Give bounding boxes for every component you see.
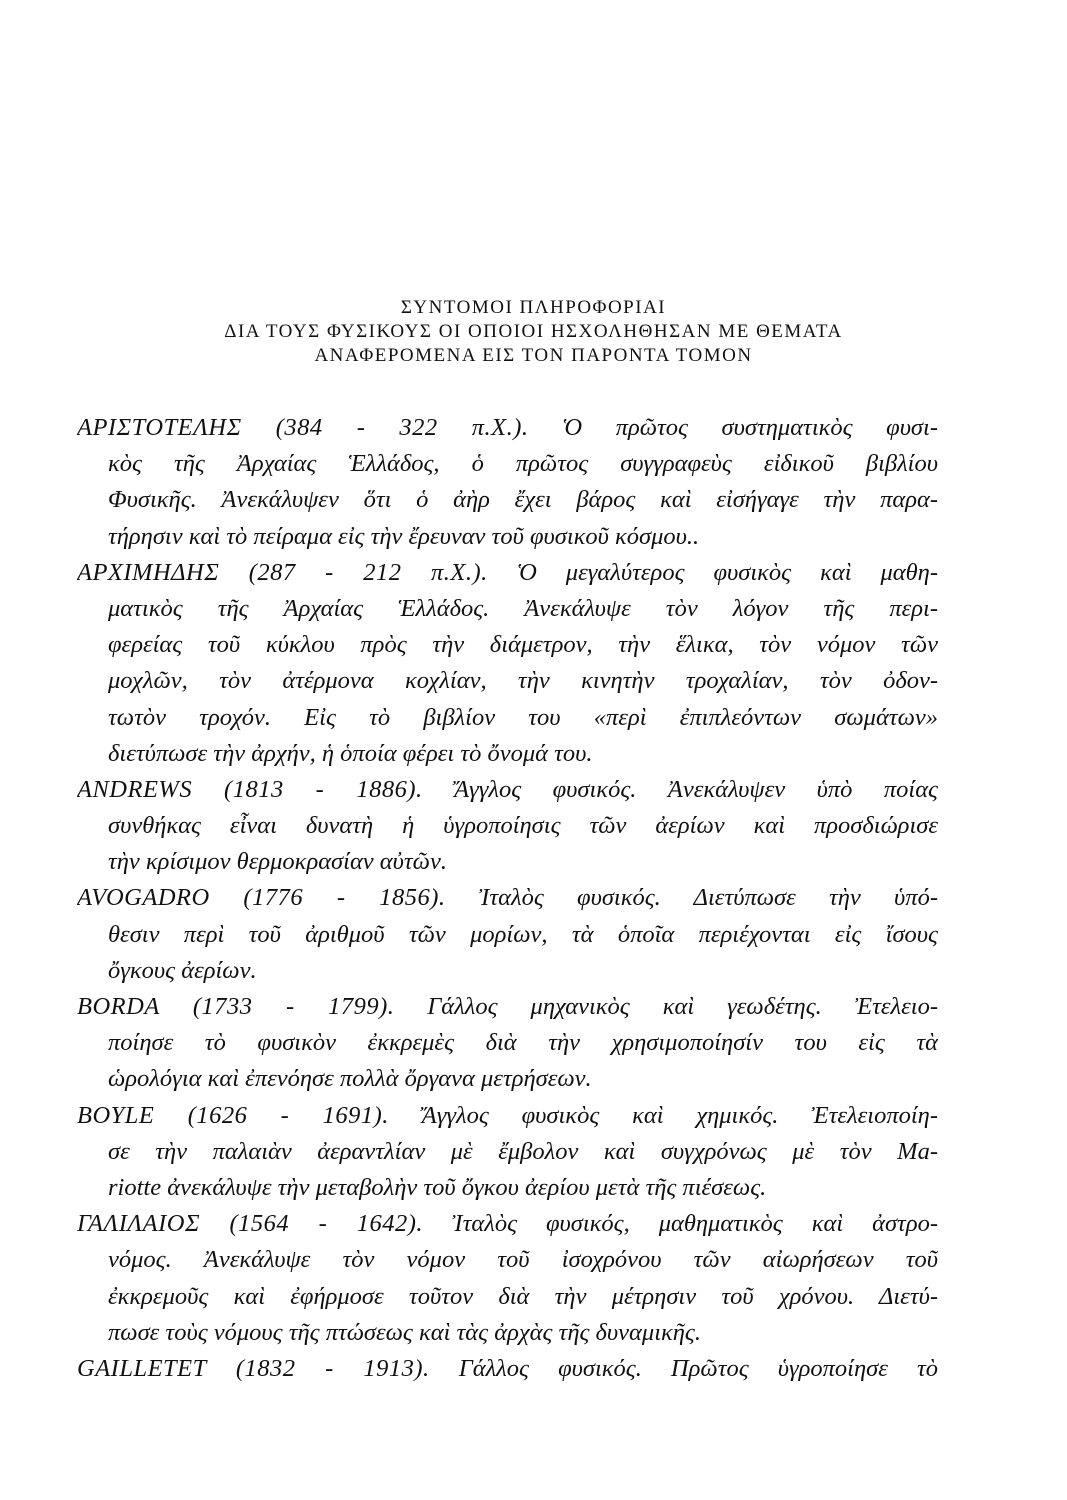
entry-line: ποίησε τὸ φυσικὸν ἐκκρεμὲς διὰ τὴν χρησιμοποίησίν του εἰς τὰ (108, 1029, 938, 1057)
entry-line: θεσιν περὶ τοῦ ἀριθμοῦ τῶν μορίων, τὰ ὁποῖα περιέχονται εἰς ἴσους (108, 920, 938, 948)
entry-avogadro (77, 880, 938, 989)
entry-archimedes (77, 555, 938, 772)
entry-line: riotte ἀνεκάλυψε τὴν μεταβολὴν τοῦ ὄγκου ἀερίου μετὰ τῆς πιέσεως. (108, 1173, 767, 1201)
entry-text: Ἄγγλος φυσικὸς καὶ χημικός. Ἐτελειοποίη- (388, 1101, 938, 1129)
entry-line: διετύπωσε τὴν ἀρχήν, ἡ ὁποία φέρει τὸ ὄνομά του. (108, 739, 593, 767)
heading-line-1: ΣΥΝΤΟΜΟΙ ΠΛΗΡΟΦΟΡΙΑΙ (400, 297, 667, 318)
entry-line (77, 410, 938, 446)
entry-name: AVOGADRO (1776 - 1856). (77, 884, 446, 912)
entry-line: συνθήκας εἶναι δυνατὴ ἡ ὑγροποίησις τῶν ἀερίων καὶ προσδιώρισε (108, 812, 938, 840)
entry-line: Φυσικῆς. Ἀνεκάλυψεν ὅτι ὁ ἀὴρ ἔχει βάρος καὶ εἰσήγαγε τὴν παρα- (108, 486, 938, 514)
entry-line: ματικὸς τῆς Ἀρχαίας Ἑλλάδος. Ἀνεκάλυψε τὸν λόγον τῆς περι- (108, 594, 938, 622)
entry-name: BOYLE (1626 - 1691). (77, 1101, 389, 1129)
entry-aristoteles (77, 410, 938, 555)
entry-name: GAILLETET (1832 - 1913). (77, 1354, 430, 1382)
entry-name: ΓΑΛΙΛΑΙΟΣ (1564 - 1642). (77, 1210, 424, 1238)
entry-line (77, 880, 938, 916)
entry-line: ἐκκρεμοῦς καὶ ἐφήρμοσε τοῦτον διὰ τὴν μέτρησιν τοῦ χρόνου. Διετύ- (108, 1282, 938, 1310)
heading-line-3: ΑΝΑΦΕΡΟΜΕΝΑ ΕΙΣ ΤΟΝ ΠΑΡΟΝΤΑ ΤΟΜΟΝ (314, 345, 753, 366)
entry-text: Ἰταλὸς φυσικός, μαθηματικὸς καὶ ἀστρο- (423, 1210, 938, 1238)
entry-gailletet (77, 1351, 938, 1387)
entry-text: Ἰταλὸς φυσικός. Διετύπωσε τὴν ὑπό- (445, 884, 938, 912)
entry-line: φερείας τοῦ κύκλου πρὸς τὴν διάμετρον, τὴν ἕλικα, τὸν νόμον τῶν (108, 631, 938, 659)
entry-text: Ὁ μεγαλύτερος φυσικὸς καὶ μαθη- (487, 558, 938, 586)
entry-text: Ἄγγλος φυσικός. Ἀνεκάλυψεν ὑπὸ ποίας (422, 775, 938, 803)
entry-line: ὡρολόγια καὶ ἐπενόησε πολλὰ ὄργανα μετρήσεων. (108, 1065, 592, 1093)
entry-galileo (77, 1206, 938, 1351)
entry-line (77, 555, 938, 591)
entry-name: BORDA (1733 - 1799). (77, 993, 395, 1020)
entry-text: Γάλλος φυσικός. Πρῶτος ὑγροποίησε τὸ (429, 1354, 938, 1382)
entry-line (77, 989, 938, 1025)
entry-name: ANDREWS (1813 - 1886). (77, 775, 423, 803)
entry-andrews (77, 772, 938, 881)
entry-line (77, 1098, 938, 1134)
entry-line: πωσε τοὺς νόμους τῆς πτώσεως καὶ τὰς ἀρχὰς τῆς δυναμικῆς. (108, 1318, 701, 1346)
entry-text: Γάλλος μηχανικὸς καὶ γεωδέτης. Ἐτελειο- (394, 993, 938, 1020)
entry-line: σε τὴν παλαιὰν ἀεραντλίαν μὲ ἔμβολον καὶ συγχρόνως μὲ τὸν Ma- (108, 1137, 938, 1165)
entry-line (77, 772, 938, 808)
entry-line: τήρησιν καὶ τὸ πείραμα εἰς τὴν ἔρευναν τοῦ φυσικοῦ κόσμου.. (108, 522, 700, 550)
heading-line-2: ΔΙΑ ΤΟΥΣ ΦΥΣΙΚΟΥΣ ΟΙ ΟΠΟΙΟΙ ΗΣΧΟΛΗΘΗΣΑΝ ΜΕ ΘΕΜΑΤΑ (224, 321, 843, 342)
entry-line: ὄγκους ἀερίων. (108, 956, 257, 984)
entry-line: τὴν κρίσιμον θερμοκρασίαν αὐτῶν. (108, 848, 447, 876)
entry-line: νόμος. Ἀνεκάλυψε τὸν νόμον τοῦ ἰσοχρόνου τῶν αἰωρήσεων τοῦ (108, 1246, 938, 1274)
entry-line: μοχλῶν, τὸν ἀτέρμονα κοχλίαν, τὴν κινητὴν τροχαλίαν, τὸν ὀδον- (108, 667, 938, 695)
entry-line (77, 1206, 938, 1242)
section-heading (0, 296, 1067, 368)
entry-name: ΑΡΙΣΤΟΤΕΛΗΣ (384 - 322 π.Χ.). (77, 414, 529, 441)
entry-line: κὸς τῆς Ἀρχαίας Ἑλλάδος, ὁ πρῶτος συγγραφεὺς εἰδικοῦ βιβλίου (108, 450, 938, 478)
entry-boyle (77, 1098, 938, 1207)
entry-text: Ὁ πρῶτος συστηματικὸς φυσι- (528, 414, 938, 441)
physicist-entries (77, 410, 938, 1387)
entry-name: ΑΡΧΙΜΗΔΗΣ (287 - 212 π.Χ.). (77, 558, 488, 586)
entry-line: τωτὸν τροχόν. Εἰς τὸ βιβλίον του «περὶ ἐπιπλεόντων σωμάτων» (108, 703, 938, 731)
entry-line (77, 1351, 938, 1387)
entry-borda (77, 989, 938, 1098)
